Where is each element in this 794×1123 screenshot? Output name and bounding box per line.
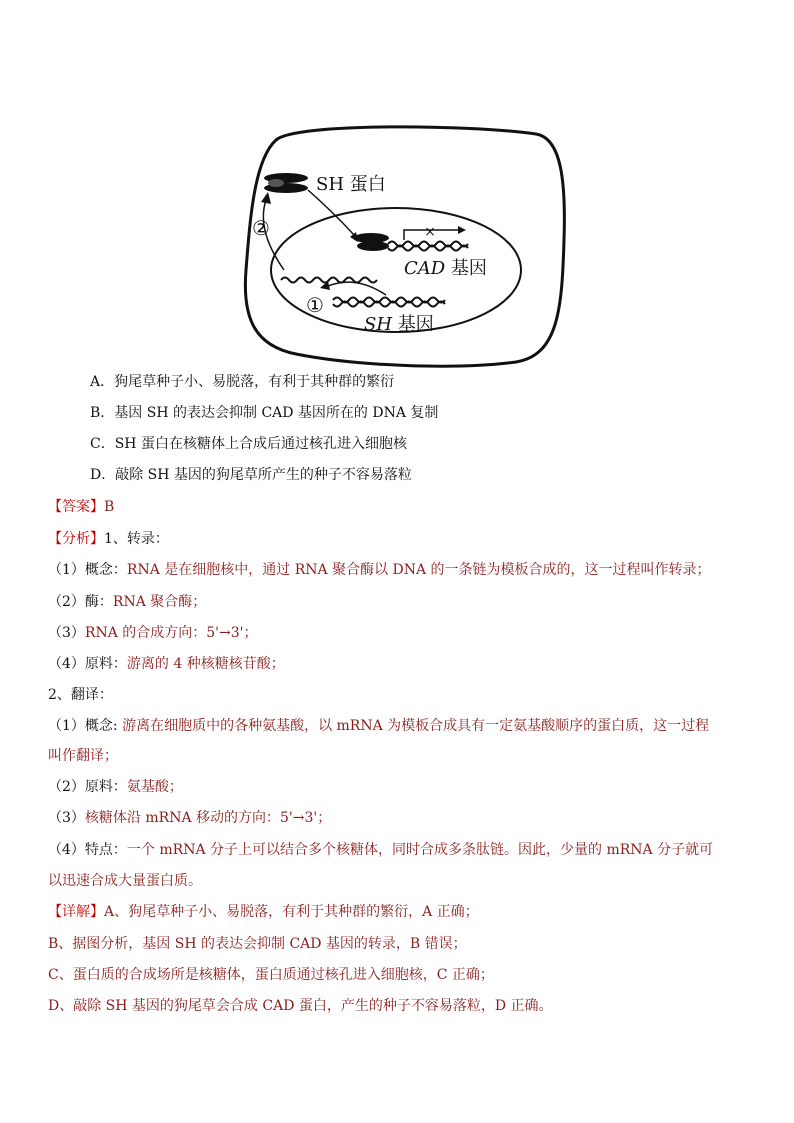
detail-line-a: 【详解】A、狗尾草种子小、易脱落，有利于其种群的繁衍，A 正确； [48,904,479,920]
cell-diagram [236,120,566,370]
arrow-transcription [328,282,386,295]
transcription-enzyme: （2）酶：RNA 聚合酶； [48,594,207,610]
option-a: A．狗尾草种子小、易脱落，有利于其种群的繁衍 [90,374,395,390]
answer-line [48,497,114,517]
sh-protein-bound-icon [353,233,389,251]
mrna-strand [281,278,377,283]
detail-line-c: C、蛋白质的合成场所是核糖体，蛋白质通过核孔进入细胞核，C 正确； [48,967,494,983]
translation-head: 2、翻译： [48,687,113,703]
step-2-label: ② [252,216,270,240]
option-d: D．敲除 SH 基因的狗尾草所产生的种子不容易落粒 [90,467,412,483]
label-cad-gene: CAD 基因 [404,258,487,279]
sh-protein-icon [264,173,308,193]
answer-value: B [104,499,115,515]
option-b: B．基因 SH 的表达会抑制 CAD 基因所在的 DNA 复制 [90,405,439,421]
translation-feature-a: （4）特点：一个 mRNA 分子上可以结合多个核糖体，同时合成多条肽链。因此，少量的 mRNA 分子就可 [48,842,714,858]
detail-tag: 【详解】 [48,904,104,920]
block-mark: × [424,224,436,240]
label-sh-protein: SH 蛋白 [316,174,386,195]
analysis-head [48,529,169,549]
transcription-direction: （3）RNA 的合成方向：5'→3'； [48,625,258,641]
transcription-material: （4）原料：游离的 4 种核糖核苷酸； [48,656,285,672]
analysis-subhead: 1、转录： [104,531,169,547]
detail-line-b: B、据图分析，基因 SH 的表达会抑制 CAD 基因的转录，B 错误； [48,936,467,952]
translation-direction: （3）核糖体沿 mRNA 移动的方向：5'→3'； [48,810,332,826]
step-1-label: ① [306,293,324,317]
translation-material: （2）原料：氨基酸； [48,779,183,795]
label-sh-gene: SH 基因 [364,314,434,335]
answer-tag: 【答案】 [48,499,104,515]
translation-concept-b: 叫作翻译； [48,748,118,764]
translation-feature-b: 以迅速合成大量蛋白质。 [48,873,202,889]
analysis-tag: 【分析】 [48,531,104,547]
translation-concept-a: （1）概念: 游离在细胞质中的各种氨基酸，以 mRNA 为模板合成具有一定氨基酸顺序的蛋白质，这一过程 [48,718,710,734]
option-c: C．SH 蛋白在核糖体上合成后通过核孔进入细胞核 [90,436,407,452]
detail-line-d: D、敲除 SH 基因的狗尾草会合成 CAD 蛋白，产生的种子不容易落粒，D 正确。 [48,998,553,1014]
transcription-concept: （1）概念：RNA 是在细胞核中，通过 RNA 聚合酶以 DNA 的一条链为模板合成的，这一过程叫作转录； [48,562,711,578]
sh-gene-dna [333,298,445,303]
